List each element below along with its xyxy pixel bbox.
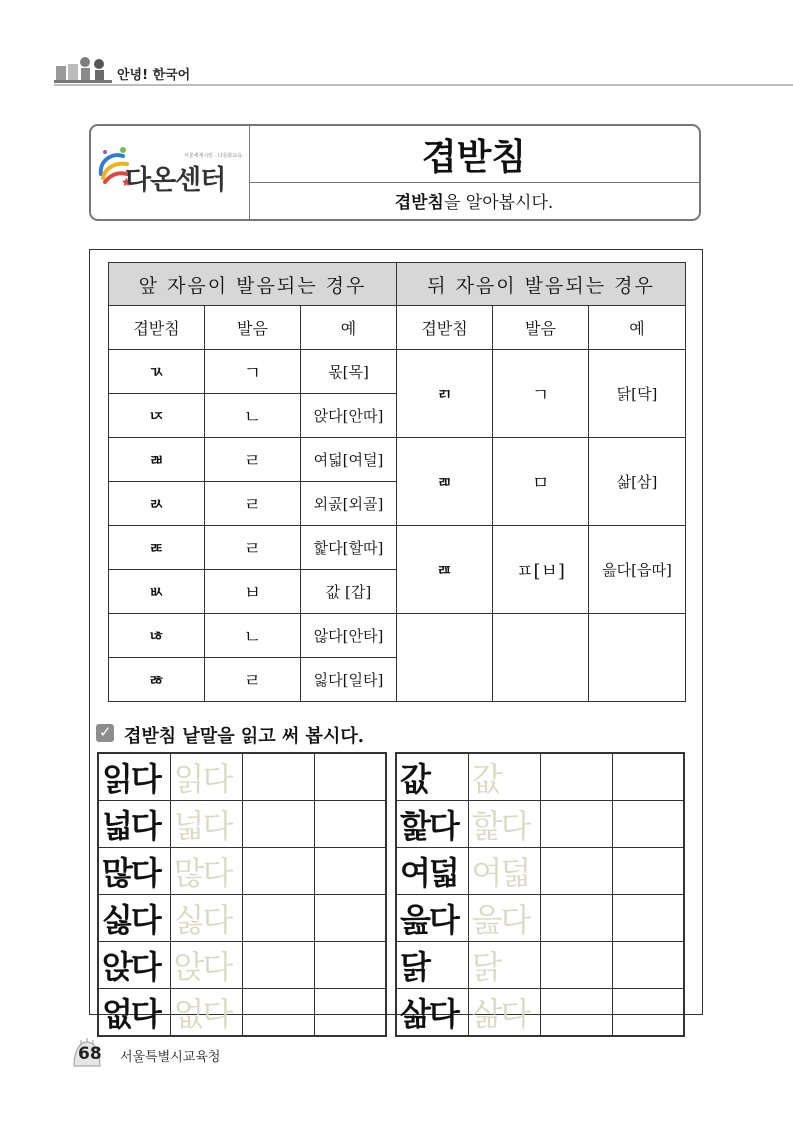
pron-cell: ㄹ xyxy=(205,526,301,570)
writing-cell[interactable] xyxy=(314,989,386,1037)
example-cell: 잃다[일타] xyxy=(301,658,397,702)
empty-cell xyxy=(493,614,589,702)
trace-word: 많다 xyxy=(170,848,242,895)
lesson-title: 겹받침 xyxy=(249,126,699,183)
col-header-pron: 발음 xyxy=(205,306,301,350)
example-cell: 앉다[안따] xyxy=(301,394,397,438)
practice-row xyxy=(98,989,386,1037)
batchim-cell: ㄵ xyxy=(109,394,205,438)
trace-word: 삶다 xyxy=(468,989,540,1037)
pron-cell: ㅁ xyxy=(493,438,589,526)
writing-cell[interactable] xyxy=(612,989,684,1037)
practice-word: 앉다 xyxy=(98,942,170,989)
pron-cell: ㄴ xyxy=(205,614,301,658)
batchim-rules-table xyxy=(108,262,686,702)
example-cell: 몫[목] xyxy=(301,350,397,394)
writing-cell[interactable] xyxy=(540,848,612,895)
practice-row xyxy=(396,989,684,1037)
example-cell: 핥다[할따] xyxy=(301,526,397,570)
book-title: 안녕! 한국어 xyxy=(117,68,191,83)
trace-word: 닭 xyxy=(468,942,540,989)
example-cell: 삶[삼] xyxy=(589,438,686,526)
practice-row xyxy=(98,801,386,848)
writing-cell[interactable] xyxy=(314,801,386,848)
practice-word: 넓다 xyxy=(98,801,170,848)
right-group-heading: 뒤 자음이 발음되는 경우 xyxy=(397,263,686,306)
writing-cell[interactable] xyxy=(242,895,314,942)
writing-cell[interactable] xyxy=(612,801,684,848)
page-number: 68 xyxy=(78,1044,102,1064)
daon-center-logo xyxy=(91,126,250,219)
writing-cell[interactable] xyxy=(242,753,314,801)
practice-word: 싫다 xyxy=(98,895,170,942)
writing-cell[interactable] xyxy=(612,753,684,801)
trace-word: 싫다 xyxy=(170,895,242,942)
trace-word: 읊다 xyxy=(468,895,540,942)
batchim-cell: ㄶ xyxy=(109,614,205,658)
batchim-cell: ㄼ xyxy=(109,438,205,482)
batchim-cell: ㄽ xyxy=(109,482,205,526)
practice-row xyxy=(396,753,684,801)
practice-row xyxy=(98,848,386,895)
left-group-heading: 앞 자음이 발음되는 경우 xyxy=(109,263,397,306)
practice-word: 여덟 xyxy=(396,848,468,895)
writing-cell[interactable] xyxy=(540,989,612,1037)
pron-cell: ㄹ xyxy=(205,658,301,702)
pron-cell: ㅂ xyxy=(205,570,301,614)
practice-heading: 겹받침 낱말을 읽고 써 봅시다. xyxy=(124,726,364,747)
pron-cell: ㄴ xyxy=(205,394,301,438)
col-header-example: 예 xyxy=(589,306,686,350)
writing-cell[interactable] xyxy=(612,942,684,989)
writing-cell[interactable] xyxy=(242,989,314,1037)
col-header-batchim: 겹받침 xyxy=(109,306,205,350)
example-cell: 여덟[여덜] xyxy=(301,438,397,482)
example-cell: 읊다[읍따] xyxy=(589,526,686,614)
batchim-cell: ㄳ xyxy=(109,350,205,394)
writing-cell[interactable] xyxy=(242,848,314,895)
col-header-batchim: 겹받침 xyxy=(397,306,493,350)
practice-word: 핥다 xyxy=(396,801,468,848)
practice-grid-right xyxy=(395,752,685,1037)
pron-cell: ㄱ xyxy=(493,350,589,438)
subtitle-keyword: 겹받침 xyxy=(394,193,444,213)
practice-word: 많다 xyxy=(98,848,170,895)
trace-word: 없다 xyxy=(170,989,242,1037)
trace-word: 핥다 xyxy=(468,801,540,848)
writing-cell[interactable] xyxy=(540,801,612,848)
empty-cell xyxy=(397,614,493,702)
logo-subtext: 서울세계시민 · 다문화교육 xyxy=(184,153,242,159)
practice-word: 삶다 xyxy=(396,989,468,1037)
practice-word: 값 xyxy=(396,753,468,801)
practice-word: 읽다 xyxy=(98,753,170,801)
batchim-cell: ㄿ xyxy=(397,526,493,614)
writing-cell[interactable] xyxy=(242,801,314,848)
practice-grid-left xyxy=(97,752,387,1037)
practice-row xyxy=(98,895,386,942)
writing-cell[interactable] xyxy=(314,895,386,942)
header-divider xyxy=(54,84,793,86)
batchim-cell: ㄻ xyxy=(397,438,493,526)
pron-cell: ㅍ[ㅂ] xyxy=(493,526,589,614)
example-cell: 닭[닥] xyxy=(589,350,686,438)
writing-cell[interactable] xyxy=(540,942,612,989)
example-cell: 값 [갑] xyxy=(301,570,397,614)
practice-row xyxy=(98,942,386,989)
example-cell: 외곬[외골] xyxy=(301,482,397,526)
pron-cell: ㄱ xyxy=(205,350,301,394)
practice-row xyxy=(98,753,386,801)
col-header-example: 예 xyxy=(301,306,397,350)
practice-row xyxy=(396,895,684,942)
col-header-pron: 발음 xyxy=(493,306,589,350)
practice-row xyxy=(396,848,684,895)
batchim-cell: ㄾ xyxy=(109,526,205,570)
trace-word: 읽다 xyxy=(170,753,242,801)
pron-cell: ㄹ xyxy=(205,438,301,482)
writing-cell[interactable] xyxy=(314,942,386,989)
practice-row xyxy=(396,801,684,848)
practice-word: 없다 xyxy=(98,989,170,1037)
checkbox-icon: ✓ xyxy=(96,724,114,742)
practice-word: 닭 xyxy=(396,942,468,989)
writing-cell[interactable] xyxy=(540,895,612,942)
practice-word: 읊다 xyxy=(396,895,468,942)
empty-cell xyxy=(589,614,686,702)
trace-word: 여덟 xyxy=(468,848,540,895)
trace-word: 값 xyxy=(468,753,540,801)
subtitle-text: 을 알아봅시다. xyxy=(443,193,554,213)
batchim-cell: ㄺ xyxy=(397,350,493,438)
batchim-cell: ㅀ xyxy=(109,658,205,702)
logo-text: 다온센터 xyxy=(125,165,226,196)
publisher-name: 서울특별시교육청 xyxy=(120,1050,221,1065)
trace-word: 앉다 xyxy=(170,942,242,989)
lesson-title-box xyxy=(89,124,701,221)
writing-cell[interactable] xyxy=(314,848,386,895)
lesson-subtitle xyxy=(249,182,699,219)
writing-cell[interactable] xyxy=(612,895,684,942)
trace-word: 넓다 xyxy=(170,801,242,848)
batchim-cell: ㅄ xyxy=(109,570,205,614)
writing-cell[interactable] xyxy=(242,942,314,989)
writing-cell[interactable] xyxy=(612,848,684,895)
practice-row xyxy=(396,942,684,989)
book-series-logo xyxy=(54,54,112,86)
pron-cell: ㄹ xyxy=(205,482,301,526)
writing-cell[interactable] xyxy=(540,753,612,801)
example-cell: 않다[안타] xyxy=(301,614,397,658)
writing-cell[interactable] xyxy=(314,753,386,801)
